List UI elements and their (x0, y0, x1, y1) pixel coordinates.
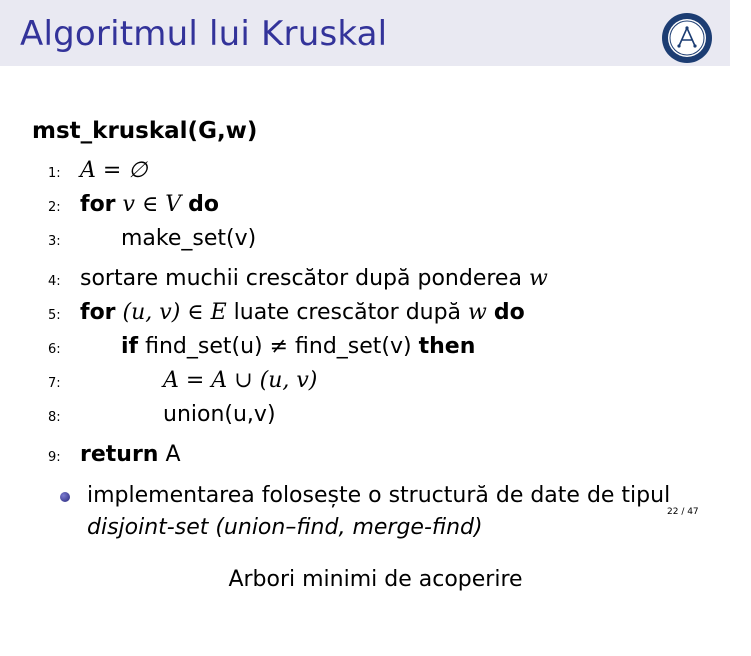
line-number: 2: (48, 200, 61, 215)
keyword: return (80, 442, 159, 467)
keyword: then (418, 334, 476, 359)
line-number: 4: (48, 274, 61, 289)
page-number: 22 / 47 (667, 507, 699, 517)
code-text (80, 266, 548, 291)
line-number: 6: (48, 342, 61, 357)
line-number: 7: (48, 376, 61, 391)
code-text (80, 442, 181, 467)
keyword: do (188, 192, 220, 217)
code-text (121, 334, 475, 359)
code-text: A = A ∪ (u, v) (163, 368, 318, 393)
code-text (80, 300, 525, 325)
university-logo-icon (661, 12, 713, 64)
line-number: 8: (48, 410, 61, 425)
text: sortare muchii crescător după ponderea (80, 266, 522, 291)
line-number: 1: (48, 166, 61, 181)
bullet-italic: disjoint-set (union–find, merge-find) (87, 515, 483, 540)
footer-title: Arbori minimi de acoperire (228, 567, 523, 592)
keyword: do (493, 300, 525, 325)
keyword: for (80, 300, 116, 325)
line-number: 5: (48, 308, 61, 323)
code-text: A = ∅ (80, 158, 148, 183)
code-text: union(u,v) (163, 402, 276, 427)
keyword: if (121, 334, 139, 359)
header-divider (0, 66, 730, 68)
bullet-text (87, 480, 707, 544)
line-number: 3: (48, 234, 61, 249)
keyword: for (80, 192, 116, 217)
text: luate crescător după (233, 300, 462, 325)
line-number: 9: (48, 450, 61, 465)
bullet-main: implementarea folosește o structură de date de tipul (87, 483, 671, 508)
condition: find_set(u) ≠ find_set(v) (145, 334, 412, 359)
expression: v ∈ V (122, 192, 182, 217)
code-text: make_set(v) (121, 226, 257, 251)
slide-title: Algoritmul lui Kruskal (20, 14, 388, 54)
algorithm-name: mst_kruskal(G,w) (32, 118, 258, 144)
return-value: A (165, 442, 181, 467)
bullet-icon (60, 492, 70, 502)
code-text (80, 192, 219, 217)
variable: w (528, 266, 548, 291)
expression: (u, v) ∈ E (122, 300, 227, 325)
variable: w (468, 300, 487, 325)
